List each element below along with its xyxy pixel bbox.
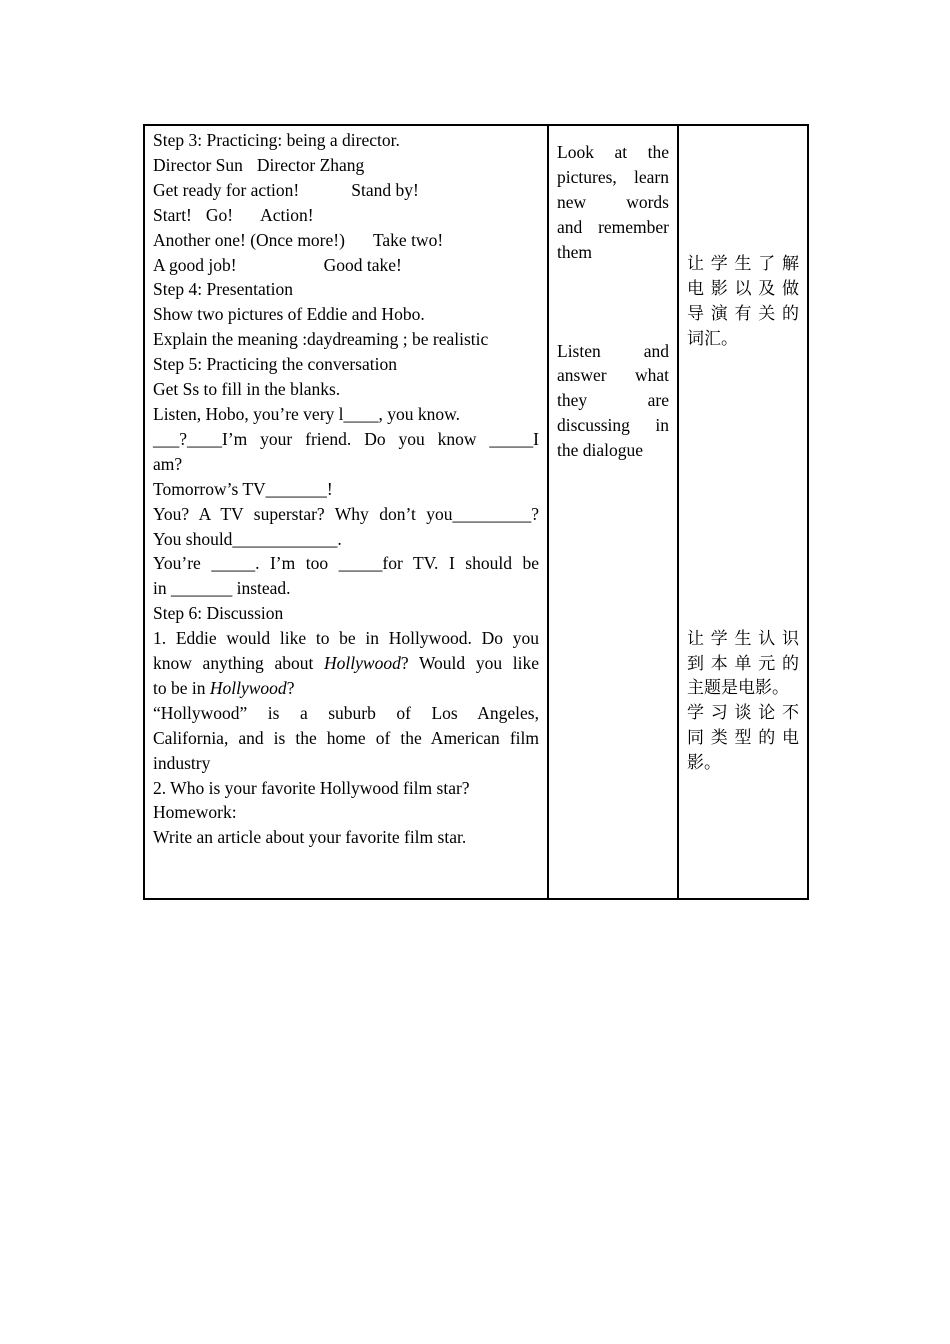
question-2: 2. Who is your favorite Hollywood film star? [153,777,470,798]
aim-block-2 [687,627,799,776]
aim-1-line-2: 电影以及做 [687,278,799,299]
stand-by-phrase: Stand by! [351,179,419,200]
hollywood-definition-b: California, and is the home of the American film [153,727,539,748]
director-sun: Director Sun [153,154,243,175]
start-phrase: Start! [153,204,192,225]
aim-2-line-2: 到本单元的 [687,653,799,674]
aim-2-line-1: 让学生认识 [687,628,799,649]
step6-title: Step 6: Discussion [153,603,284,624]
homework-title: Homework: [153,802,237,823]
step5-title: Step 5: Practicing the conversation [153,354,397,375]
go-phrase: Go! [205,204,234,225]
spacer [557,265,669,339]
dialogue-line-6-end: in _______ instead. [153,578,291,599]
dialogue-line-2-end: am? [153,453,183,474]
dialogue-line-5: You should____________. [153,528,342,549]
hollywood-definition-a: “Hollywood” is a suburb of Los Angeles, [153,702,539,723]
homework-task: Write an article about your favorite film star. [153,827,467,848]
aim-2-line-6: 影。 [687,753,721,774]
dialogue-line-1: Listen, Hobo, you’re very l____, you know. [153,403,461,424]
question-1-text: know anything about [153,653,325,674]
aim-1-line-1: 让学生了解 [687,254,799,274]
activity-look-1: Look at the [557,142,669,162]
question-1-line-a: 1. Eddie would like to be in Hollywood. Do you [153,628,539,649]
question-1-line-b [153,651,539,676]
dialogue-line-4: You? A TV superstar? Why don’t you_________? [153,503,539,524]
activity-listen-5: the dialogue [557,440,644,461]
activity-listen-1: Listen and [557,340,669,361]
aim-2-line-3: 主题是电影。 [687,678,789,699]
question-1-line-c [153,676,539,701]
lesson-plan-table [143,124,809,900]
ready-line [153,178,539,203]
question-1-text: to be in [153,677,210,698]
get-ready-phrase: Get ready for action! [153,179,300,200]
hollywood-emphasis: Hollywood [324,653,401,674]
hollywood-definition-c: industry [153,752,211,773]
student-activity-cell [548,125,678,899]
procedure-cell [144,125,548,899]
teaching-aim-cell [678,125,808,899]
another-one-phrase: Another one! (Once more!) [153,229,345,250]
good-job-phrase: A good job! [153,254,237,275]
activity-look-3: new words [557,191,669,212]
aim-2-line-4: 学习谈论不 [687,703,799,724]
activity-listen-2: answer what [557,365,669,386]
step4-title: Step 4: Presentation [153,279,293,300]
show-pictures-text: Show two pictures of Eddie and Hobo. [153,304,425,325]
question-1-text: ? [286,677,295,698]
directors-line [153,153,539,178]
dialogue-line-6: You’re _____. I’m too _____for TV. I should be [153,553,539,574]
aim-1-line-4: 词汇。 [687,328,738,349]
dialogue-line-2: ___?____I’m your friend. Do you know _____I [153,428,539,449]
fill-blanks-text: Get Ss to fill in the blanks. [153,379,341,400]
hollywood-emphasis: Hollywood [209,677,287,698]
step3-title: Step 3: Practicing: being a director. [153,130,400,150]
activity-look-2: pictures, learn [557,166,669,187]
action-phrase: Action! [260,204,314,225]
start-line [153,203,539,228]
activity-look-5: them [557,241,592,262]
dialogue-line-3: Tomorrow’s TV_______! [153,478,333,499]
good-take-phrase: Good take! [323,254,402,275]
question-1-text: ? Would you like [400,653,539,674]
director-zhang: Director Zhang [256,154,365,175]
explain-meaning-text: Explain the meaning :daydreaming ; be realistic [153,329,489,350]
activity-listen-3: they are [557,390,669,411]
take-two-phrase: Take two! [372,229,444,250]
activity-look-4: and remember [557,216,669,237]
aim-block-1 [687,252,799,352]
aim-2-line-5: 同类型的电 [687,728,799,749]
another-line [153,228,539,253]
table-row [144,125,808,899]
aim-1-line-3: 导演有关的 [687,303,799,324]
good-line [153,253,539,278]
activity-listen-4: discussing in [557,415,669,436]
